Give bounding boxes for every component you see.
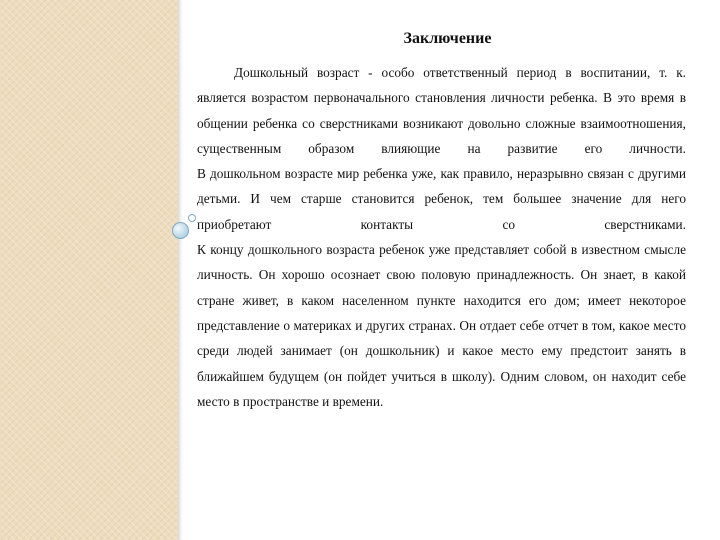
slide-title: Заключение — [403, 30, 492, 47]
small-circle-ornament — [188, 214, 196, 222]
sidebar-divider — [178, 0, 183, 540]
decorative-sidebar — [0, 0, 178, 540]
slide-content — [197, 30, 686, 414]
paragraph-conclusion: К концу дошкольного возраста ребенок уже представляет собой в известном смысле личность. Он хорошо осознает свою половую принадлежность. Он знает, в какой стране живет, в каком населенном пункте находится его дом; имеет некоторое представление о материках и других странах. Он отдает себе отчет в том, какое место среди людей занимает (он дошкольник) и какое место ему предстоит занять в ближайшем будущем (он пойдет учиться в школу). Одним словом, он находит себе место в пространстве и времени. — [197, 242, 686, 409]
large-circle-ornament — [172, 222, 189, 239]
paragraph-intro: Дошкольный возраст - особо ответственный период в воспитании, т. к. является возрастом первоначального становления личности ребенка. В это время в общении ребенка со сверстниками возникают довольно сложные взаимоотношения, существенным образом влияющие на развитие его личности. — [197, 65, 686, 156]
paragraph-peers: В дошкольном возрасте мир ребенка уже, как правило, неразрывно связан с другими детьми. И чем старше становится ребенок, тем большее значение для него приобретают контакты со сверстниками. — [197, 166, 686, 232]
